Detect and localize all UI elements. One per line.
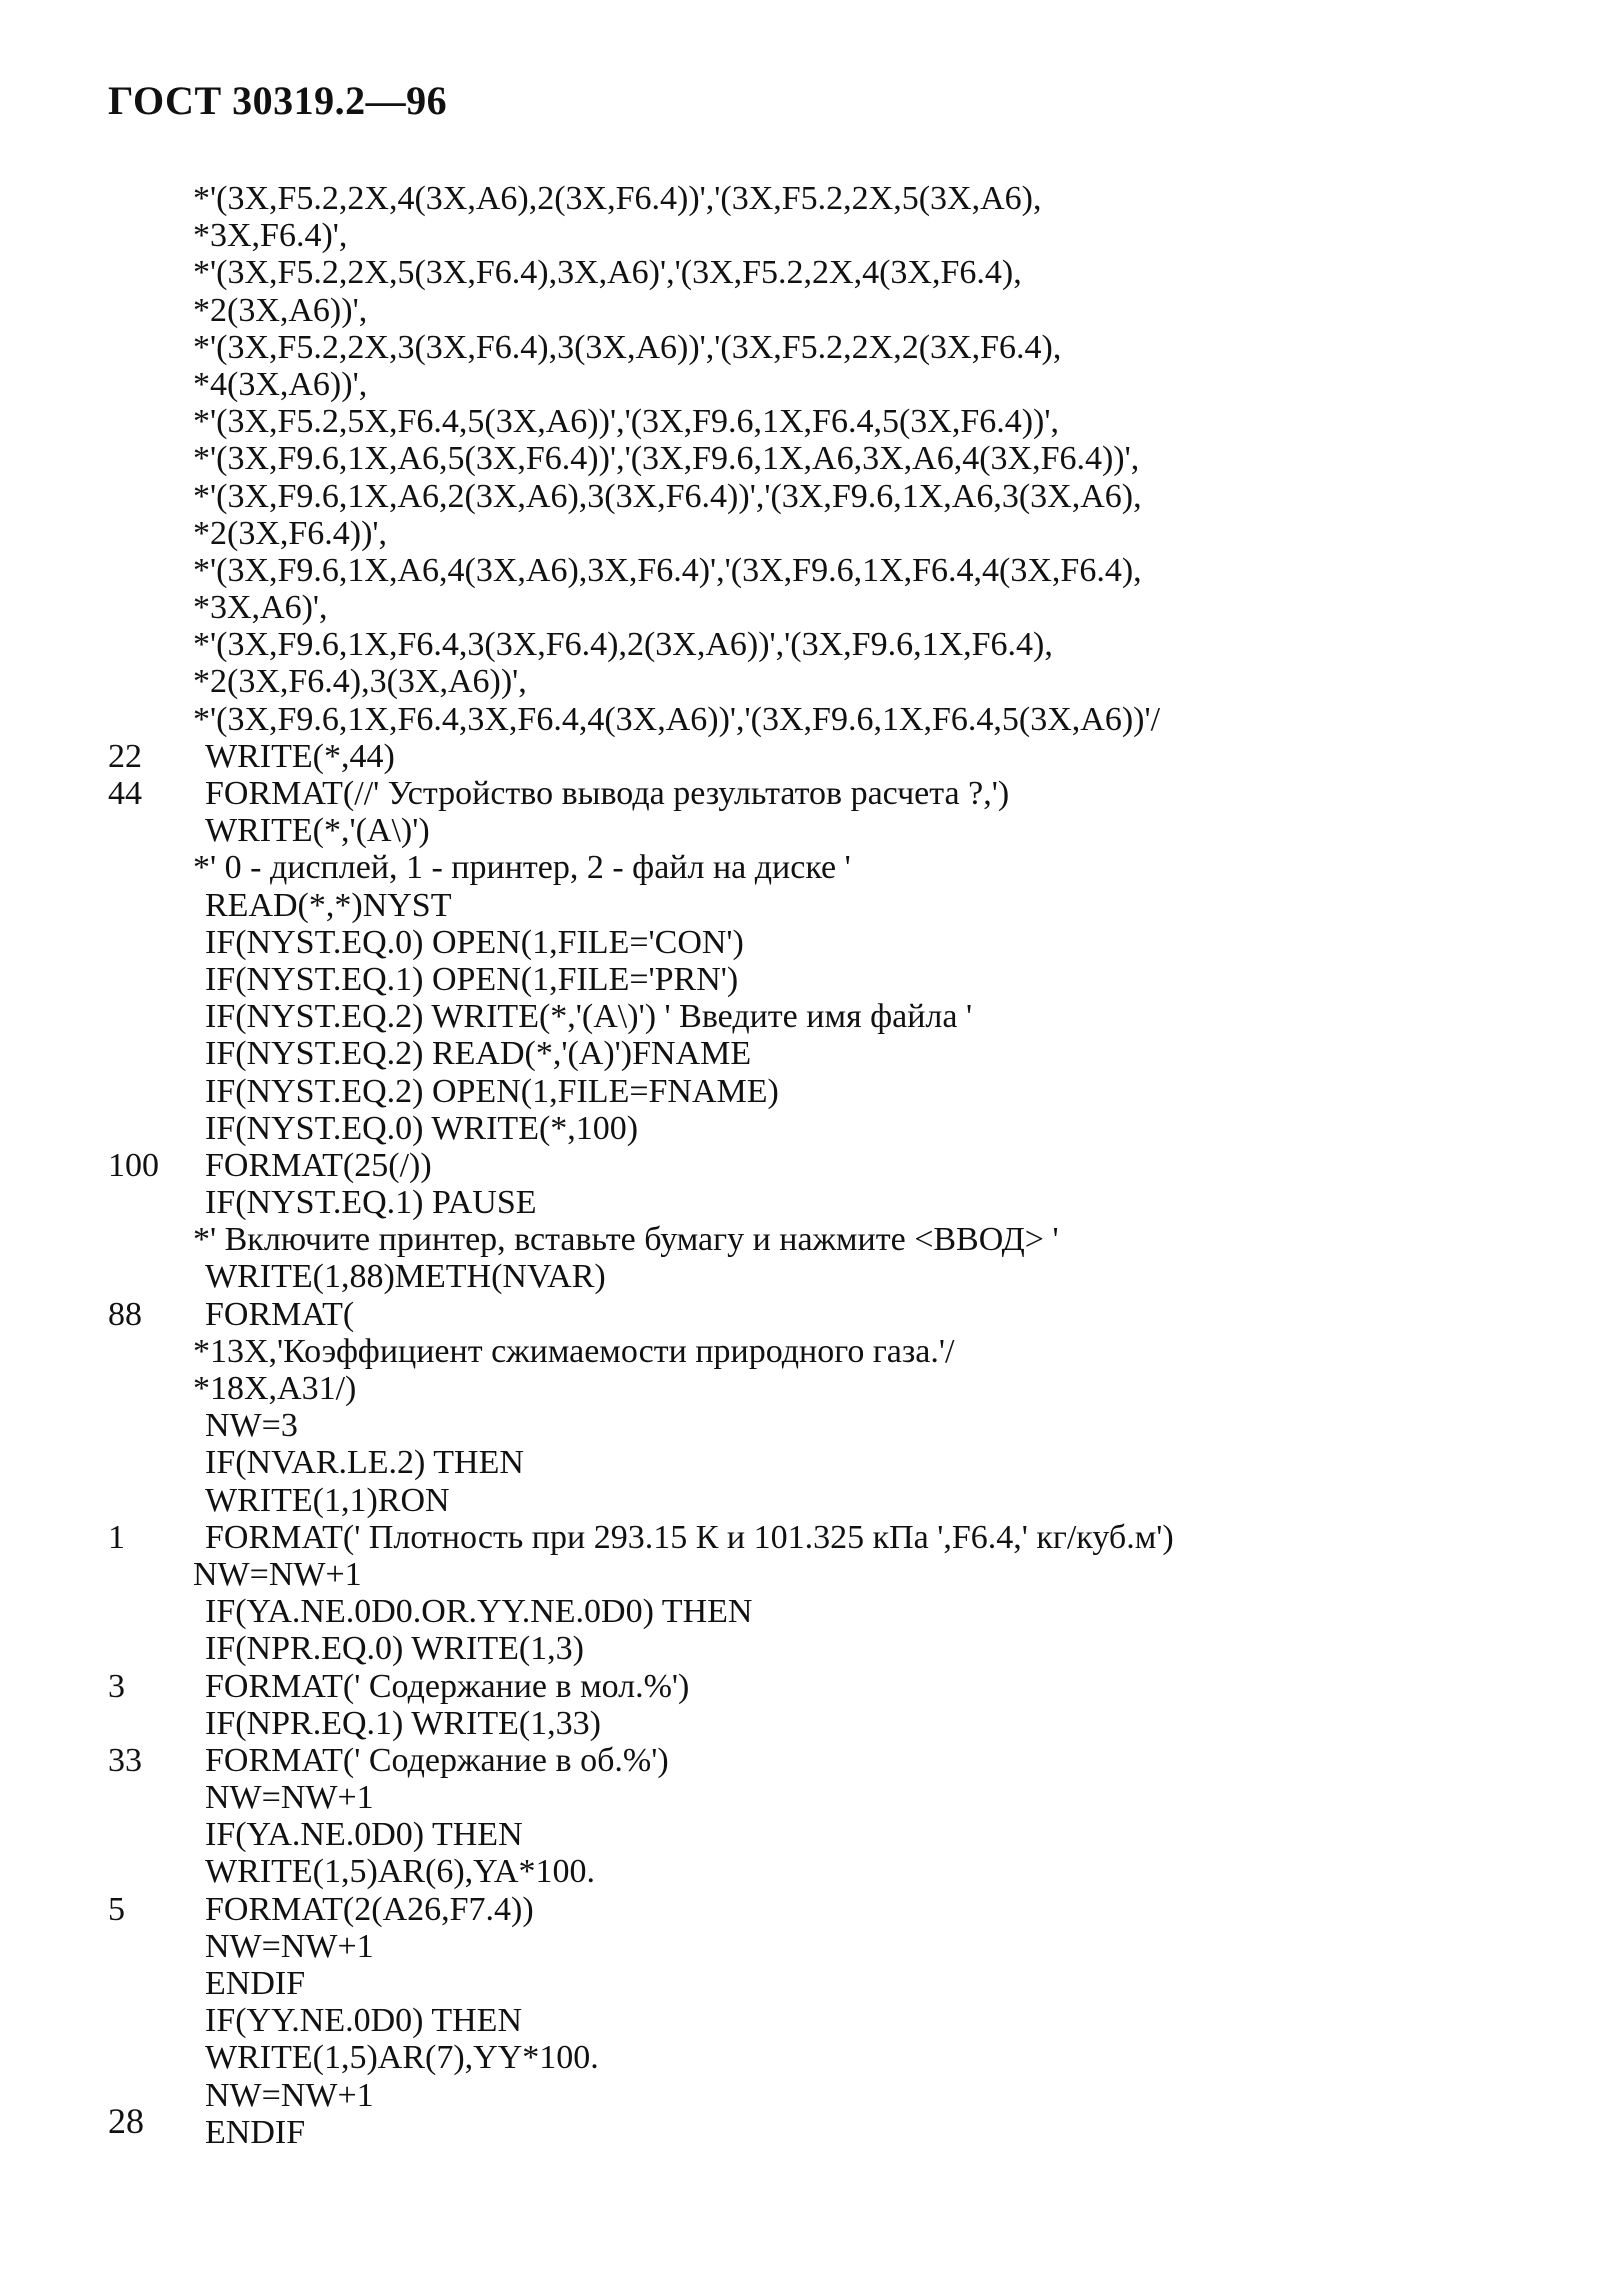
code-line: [108, 1221, 1568, 1258]
code-line: [108, 589, 1568, 626]
code-line: [108, 440, 1568, 477]
code-text: IF(NYST.EQ.1) OPEN(1,FILE='PRN'): [205, 960, 739, 998]
statement-label: 88: [108, 1295, 142, 1333]
code-line: [108, 1965, 1568, 2002]
code-line: [108, 329, 1568, 366]
code-text: *'(3X,F9.6,1X,F6.4,3(3X,F6.4),2(3X,A6))','(3X,F9.6,1X,F6.4),: [193, 626, 1053, 664]
statement-label: 3: [108, 1667, 125, 1705]
code-line: [108, 626, 1568, 663]
code-line: [108, 292, 1568, 329]
code-listing: [108, 180, 1568, 2151]
code-text: FORMAT(' Содержание в об.%'): [205, 1741, 669, 1779]
code-text: IF(NYST.EQ.0) WRITE(*,100): [205, 1109, 639, 1147]
code-text: *'(3X,F9.6,1X,A6,2(3X,A6),3(3X,F6.4))','(3X,F9.6,1X,A6,3(3X,A6),: [193, 477, 1142, 515]
code-text: WRITE(1,5)AR(6),YA*100.: [205, 1853, 595, 1891]
code-line: [108, 552, 1568, 589]
code-text: NW=NW+1: [205, 2076, 374, 2114]
code-line: [108, 515, 1568, 552]
code-text: WRITE(*,'(A\)'): [205, 812, 430, 850]
statement-label: 22: [108, 737, 142, 775]
page-number: 28: [108, 2101, 144, 2141]
code-line: [108, 366, 1568, 403]
code-text: IF(NPR.EQ.1) WRITE(1,33): [205, 1704, 601, 1742]
code-text: *' Включите принтер, вставьте бумагу и нажмите <ВВОД> ': [193, 1221, 1059, 1259]
code-line: [108, 1891, 1568, 1928]
code-line: [108, 812, 1568, 849]
code-text: *3X,A6)',: [193, 589, 328, 627]
code-line: [108, 1482, 1568, 1519]
code-line: [108, 887, 1568, 924]
code-text: WRITE(1,88)METH(NVAR): [205, 1258, 606, 1296]
code-line: [108, 478, 1568, 515]
code-text: FORMAT(25(/)): [205, 1146, 432, 1184]
code-text: NW=NW+1: [205, 1779, 374, 1817]
code-line: [108, 1779, 1568, 1816]
code-line: [108, 403, 1568, 440]
code-text: IF(YA.NE.0D0) THEN: [205, 1816, 523, 1854]
code-line: [108, 1630, 1568, 1667]
code-line: [108, 738, 1568, 775]
code-line: [108, 2114, 1568, 2151]
code-line: [108, 1928, 1568, 1965]
code-text: *'(3X,F5.2,2X,3(3X,F6.4),3(3X,A6))','(3X,F5.2,2X,2(3X,F6.4),: [193, 328, 1062, 366]
code-line: [108, 217, 1568, 254]
code-line: [108, 1742, 1568, 1779]
code-line: [108, 1333, 1568, 1370]
document-header: ГОСТ 30319.2—96: [108, 78, 448, 123]
code-text: ENDIF: [205, 1965, 306, 2002]
code-line: [108, 849, 1568, 886]
code-text: READ(*,*)NYST: [205, 886, 452, 924]
statement-label: 100: [108, 1146, 159, 1184]
code-text: *' 0 - дисплей, 1 - принтер, 2 - файл на диске ': [193, 849, 851, 887]
code-text: IF(NYST.EQ.2) READ(*,'(A)')FNAME: [205, 1035, 752, 1073]
code-text: FORMAT(' Содержание в мол.%'): [205, 1667, 690, 1705]
code-text: NW=3: [205, 1407, 298, 1445]
code-line: [108, 1407, 1568, 1444]
code-text: *2(3X,A6))',: [193, 291, 368, 329]
code-text: *'(3X,F5.2,2X,5(3X,F6.4),3X,A6)','(3X,F5.2,2X,4(3X,F6.4),: [193, 254, 1022, 292]
code-line: [108, 1556, 1568, 1593]
code-line: [108, 2039, 1568, 2076]
statement-label: 44: [108, 775, 142, 812]
code-text: IF(NYST.EQ.0) OPEN(1,FILE='CON'): [205, 923, 744, 961]
code-line: [108, 2002, 1568, 2039]
code-text: *'(3X,F5.2,5X,F6.4,5(3X,A6))','(3X,F9.6,1X,F6.4,5(3X,F6.4))',: [193, 403, 1060, 441]
code-text: IF(YA.NE.0D0.OR.YY.NE.0D0) THEN: [205, 1593, 753, 1631]
code-text: *'(3X,F5.2,2X,4(3X,A6),2(3X,F6.4))','(3X,F5.2,2X,5(3X,A6),: [193, 180, 1042, 217]
code-text: *3X,F6.4)',: [193, 217, 348, 255]
code-text: *'(3X,F9.6,1X,A6,5(3X,F6.4))','(3X,F9.6,1X,A6,3X,A6,4(3X,F6.4))',: [193, 440, 1140, 478]
code-text: *2(3X,F6.4))',: [193, 514, 388, 552]
code-line: [108, 1853, 1568, 1890]
code-text: FORMAT(: [205, 1295, 355, 1333]
statement-label: 5: [108, 1890, 125, 1928]
code-text: *18X,A31/): [193, 1370, 357, 1407]
code-line: [108, 1705, 1568, 1742]
code-line: [108, 1370, 1568, 1407]
code-line: [108, 1296, 1568, 1333]
code-text: FORMAT(' Плотность при 293.15 К и 101.325 кПа ',F6.4,' кг/куб.м'): [205, 1518, 1174, 1556]
code-text: IF(NYST.EQ.1) PAUSE: [205, 1184, 537, 1222]
code-text: ENDIF: [205, 2113, 306, 2151]
code-text: NW=NW+1: [193, 1555, 362, 1593]
code-line: [108, 1519, 1568, 1556]
code-text: IF(NVAR.LE.2) THEN: [205, 1444, 524, 1482]
code-line: [108, 1816, 1568, 1853]
code-text: *'(3X,F9.6,1X,A6,4(3X,A6),3X,F6.4)','(3X,F9.6,1X,F6.4,4(3X,F6.4),: [193, 551, 1142, 589]
code-text: *4(3X,A6))',: [193, 365, 368, 403]
code-text: FORMAT(//' Устройство вывода результатов расчета ?,'): [205, 775, 1010, 812]
code-text: WRITE(*,44): [205, 737, 395, 775]
statement-label: 1: [108, 1518, 125, 1556]
code-line: [108, 1593, 1568, 1630]
code-line: [108, 663, 1568, 700]
code-text: IF(YY.NE.0D0) THEN: [205, 2002, 523, 2040]
code-text: FORMAT(2(A26,F7.4)): [205, 1890, 534, 1928]
code-text: IF(NYST.EQ.2) OPEN(1,FILE=FNAME): [205, 1072, 779, 1110]
code-text: WRITE(1,5)AR(7),YY*100.: [205, 2039, 599, 2077]
code-line: [108, 1110, 1568, 1147]
code-line: [108, 1073, 1568, 1110]
code-line: [108, 924, 1568, 961]
code-line: [108, 1035, 1568, 1072]
code-line: [108, 1668, 1568, 1705]
code-line: [108, 254, 1568, 291]
code-text: IF(NPR.EQ.0) WRITE(1,3): [205, 1630, 584, 1668]
code-line: [108, 775, 1568, 812]
code-line: [108, 1258, 1568, 1295]
code-line: [108, 701, 1568, 738]
code-text: *13X,'Коэффициент сжимаемости природного газа.'/: [193, 1332, 955, 1370]
statement-label: 33: [108, 1741, 142, 1779]
code-text: IF(NYST.EQ.2) WRITE(*,'(A\)') ' Введите имя файла ': [205, 998, 973, 1036]
code-text: WRITE(1,1)RON: [205, 1481, 450, 1519]
code-text: *2(3X,F6.4),3(3X,A6))',: [193, 663, 527, 701]
code-line: [108, 2077, 1568, 2114]
code-line: [108, 998, 1568, 1035]
code-line: [108, 961, 1568, 998]
code-line: [108, 1444, 1568, 1481]
code-line: [108, 180, 1568, 217]
code-text: *'(3X,F9.6,1X,F6.4,3X,F6.4,4(3X,A6))','(3X,F9.6,1X,F6.4,5(3X,A6))'/: [193, 700, 1161, 738]
code-text: NW=NW+1: [205, 1927, 374, 1965]
code-line: [108, 1184, 1568, 1221]
code-line: [108, 1147, 1568, 1184]
